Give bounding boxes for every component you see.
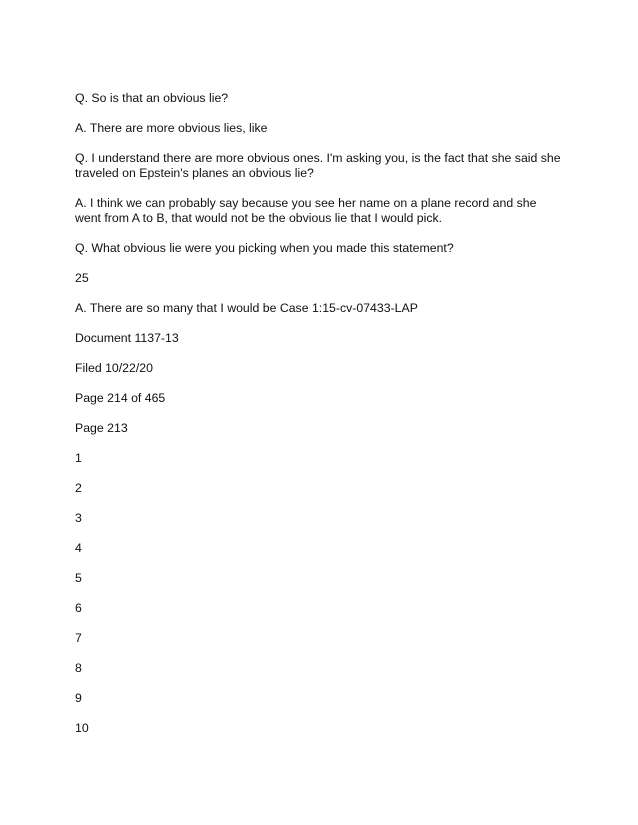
filed-date: Filed 10/22/20 (75, 361, 153, 375)
transcript-answer: A. There are more obvious lies, like (75, 121, 268, 135)
line-number: 8 (75, 661, 82, 675)
line-number: 10 (75, 721, 89, 735)
transcript-question: Q. So is that an obvious lie? (75, 91, 229, 105)
line-number: 6 (75, 601, 82, 615)
transcript-question: Q. I understand there are more obvious ones. I'm asking you, is the fact that she said she traveled on Epstein's planes an obvious lie? (75, 151, 561, 180)
line-number: 7 (75, 631, 82, 645)
line-number: 4 (75, 541, 82, 555)
transcript-answer: A. There are so many that I would be Case 1:15-cv-07433-LAP (75, 301, 418, 315)
page-count: Page 214 of 465 (75, 391, 166, 405)
line-number: 1 (75, 451, 82, 465)
line-number: 2 (75, 481, 82, 495)
page-number: Page 213 (75, 421, 128, 435)
transcript-question: Q. What obvious lie were you picking when you made this statement? (75, 241, 454, 255)
line-number: 9 (75, 691, 82, 705)
line-number: 3 (75, 511, 82, 525)
line-number: 5 (75, 571, 82, 585)
line-number: 25 (75, 271, 89, 285)
transcript-answer: A. I think we can probably say because you see her name on a plane record and she went from A to B, that would not be the obvious lie that I would pick. (75, 196, 537, 225)
document-number: Document 1137-13 (75, 331, 179, 345)
transcript-body (75, 91, 565, 751)
